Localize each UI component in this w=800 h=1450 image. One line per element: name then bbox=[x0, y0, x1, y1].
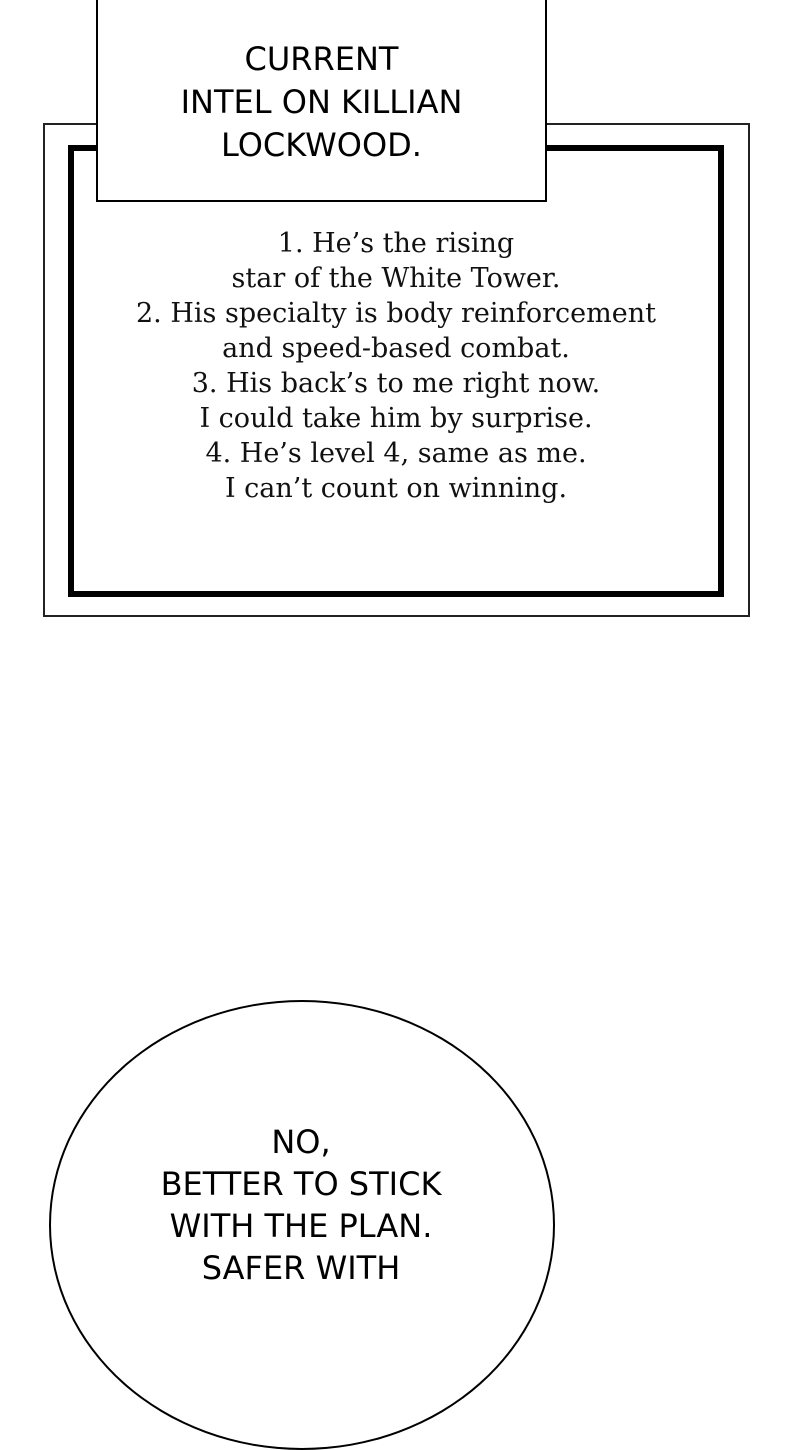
caption-body-line: I can’t count on winning. bbox=[224, 473, 568, 504]
speech-bubble-line: BETTER TO STICK bbox=[160, 1165, 442, 1203]
caption-title-box bbox=[96, 0, 547, 202]
caption-body-line: 4. He’s level 4, same as me. bbox=[205, 438, 587, 469]
caption-body-line: I could take him by surprise. bbox=[199, 403, 593, 434]
caption-body bbox=[96, 226, 696, 506]
caption-body-line: and speed-based combat. bbox=[222, 333, 570, 364]
caption-title bbox=[181, 38, 463, 167]
speech-bubble-line: NO, bbox=[271, 1123, 331, 1161]
caption-title-line: CURRENT bbox=[244, 39, 399, 78]
speech-bubble-line: SAFER WITH bbox=[201, 1249, 401, 1287]
caption-body-line: 2. His specialty is body reinforcement bbox=[136, 298, 656, 329]
caption-body-line: 3. His back’s to me right now. bbox=[191, 368, 601, 399]
caption-title-line: LOCKWOOD. bbox=[221, 125, 422, 164]
caption-title-line: INTEL ON KILLIAN bbox=[180, 82, 463, 121]
speech-bubble-line: WITH THE PLAN. bbox=[169, 1207, 433, 1245]
speech-bubble-text bbox=[100, 1121, 502, 1289]
caption-body-line: star of the White Tower. bbox=[231, 263, 561, 294]
caption-body-line: 1. He’s the rising bbox=[277, 228, 515, 259]
